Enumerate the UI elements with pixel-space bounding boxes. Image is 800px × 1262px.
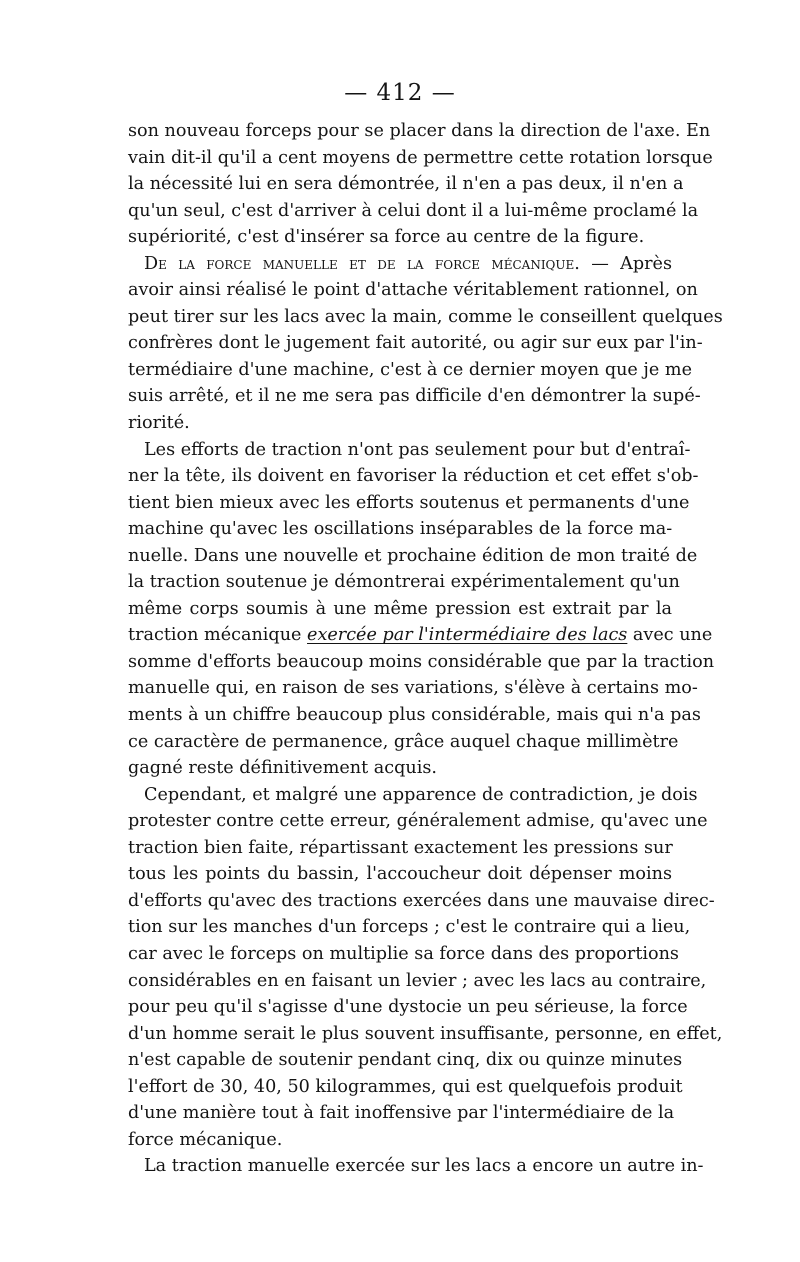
text-line: vain dit-il qu'il a cent moyens de permettre cette rotation lorsque — [128, 147, 713, 168]
text-line: force mécanique. — [128, 1129, 283, 1150]
text-line: traction bien faite, répartissant exactement les pressions sur — [128, 837, 673, 858]
text-line: supériorité, c'est d'insérer sa force au centre de la figure. — [128, 227, 645, 248]
text-line: même corps soumis à une même pression est extrait par la — [128, 598, 672, 619]
text-line: d'un homme serait le plus souvent insuffisante, personne, en effet, — [128, 1023, 723, 1044]
text-fragment: traction mécanique — [128, 625, 308, 646]
text-fragment: avec une — [627, 625, 713, 646]
body-text — [128, 118, 723, 1180]
text-line: d'efforts qu'avec des tractions exercées dans une mauvaise direc- — [128, 890, 715, 911]
text-line: suis arrêté, et il ne me sera pas difficile d'en démontrer la supé- — [128, 386, 701, 407]
text-line: car avec le forceps on multiplie sa force dans des proportions — [128, 943, 679, 964]
text-line: considérables en en faisant un levier ; avec les lacs au contraire, — [128, 970, 707, 991]
text-line: ments à un chiffre beaucoup plus considérable, mais qui n'a pas — [128, 705, 701, 726]
text-line: termédiaire d'une machine, c'est à ce dernier moyen que je me — [128, 359, 692, 380]
text-line: l'effort de 30, 40, 50 kilogrammes, qui est quelquefois produit — [128, 1076, 683, 1097]
text-line: Cependant, et malgré une apparence de contradiction, je dois — [144, 784, 698, 805]
text-line: tient bien mieux avec les efforts soutenus et permanents d'une — [128, 492, 690, 513]
text-line: manuelle qui, en raison de ses variations, s'élève à certains mo- — [128, 678, 698, 699]
section-heading-line — [128, 251, 672, 278]
text-line: ce caractère de permanence, grâce auquel chaque millimètre — [128, 731, 679, 752]
text-line: nuelle. Dans une nouvelle et prochaine édition de mon traité de — [128, 545, 698, 566]
text-line: machine qu'avec les oscillations inséparables de la force ma- — [128, 519, 673, 540]
text-line: tous les points du bassin, l'accoucheur doit dépenser moins — [128, 864, 672, 885]
text-line: pour peu qu'il s'agisse d'une dystocie un peu sérieuse, la force — [128, 997, 688, 1018]
text-line: peut tirer sur les lacs avec la main, comme le conseillent quelques — [128, 306, 723, 327]
text-line-with-italic — [128, 622, 713, 649]
text-line: confrères dont le jugement fait autorité, ou agir sur eux par l'in- — [128, 333, 703, 354]
text-line: tion sur les manches d'un forceps ; c'est le contraire qui a lieu, — [128, 917, 691, 938]
text-line: d'une manière tout à fait inoffensive par l'intermédiaire de la — [128, 1103, 675, 1124]
heading-continuation: — Après — [579, 253, 672, 274]
text-line: n'est capable de soutenir pendant cinq, dix ou quinze minutes — [128, 1050, 683, 1071]
text-line: riorité. — [128, 413, 190, 434]
section-heading: De la force manuelle et de la force mécanique. — [144, 253, 580, 274]
text-line: son nouveau forceps pour se placer dans la direction de l'axe. En — [128, 121, 711, 141]
text-line: ner la tête, ils doivent en favoriser la réduction et cet effet s'ob- — [128, 466, 699, 487]
text-line: la nécessité lui en sera démontrée, il n'en a pas deux, il n'en a — [128, 174, 684, 195]
page-number: — 412 — — [344, 80, 456, 106]
text-line: qu'un seul, c'est d'arriver à celui dont il a lui-même proclamé la — [128, 200, 699, 221]
text-line: La traction manuelle exercée sur les lacs a encore un autre in- — [144, 1156, 704, 1177]
text-line: Les efforts de traction n'ont pas seulement pour but d'entraî- — [144, 439, 691, 460]
text-line: gagné reste définitivement acquis. — [128, 758, 437, 779]
italic-phrase: exercée par l'intermédiaire des lacs — [307, 625, 628, 646]
text-line: avoir ainsi réalisé le point d'attache véritablement rationnel, on — [128, 280, 698, 301]
text-line: protester contre cette erreur, généralement admise, qu'avec une — [128, 811, 708, 832]
text-line: somme d'efforts beaucoup moins considérable que par la traction — [128, 651, 715, 672]
text-line: la traction soutenue je démontrerai expérimentalement qu'un — [128, 572, 680, 593]
